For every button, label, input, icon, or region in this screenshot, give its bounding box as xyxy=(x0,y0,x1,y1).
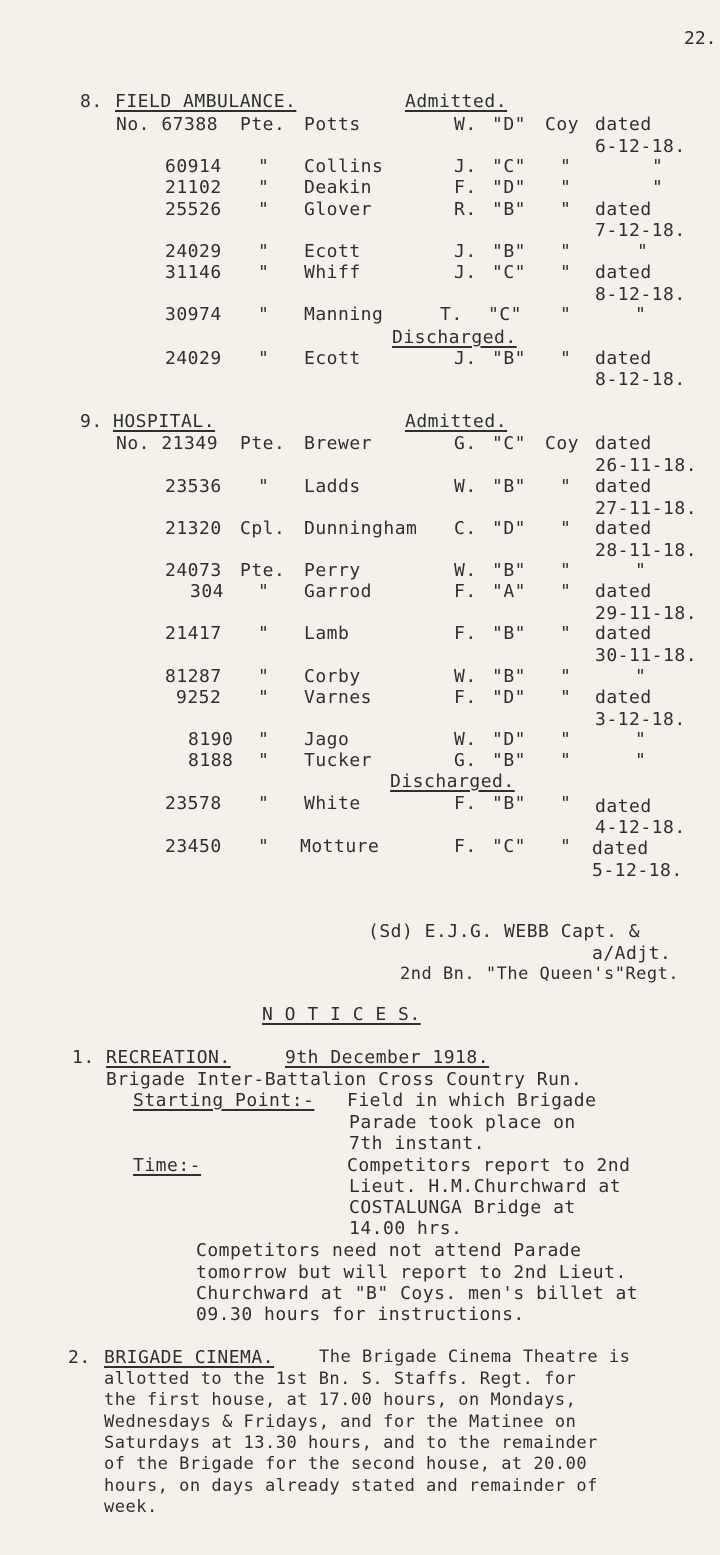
rank: " xyxy=(258,666,270,687)
initial: F. xyxy=(454,177,477,198)
dated: " xyxy=(635,750,647,771)
company: "B" xyxy=(492,750,527,771)
rank: " xyxy=(258,623,270,644)
notice-line: Saturdays at 13.30 hours, and to the remainder xyxy=(104,1433,598,1453)
service-number: 25526 xyxy=(165,199,222,220)
coy-word: " xyxy=(560,836,572,857)
coy-word: " xyxy=(560,729,572,750)
service-number: 23536 xyxy=(165,476,222,497)
initial: W. xyxy=(454,729,477,750)
dated: " xyxy=(652,177,664,198)
coy-word: " xyxy=(560,560,572,581)
notices-heading: N O T I C E S. xyxy=(262,1004,421,1025)
notice-line: hours, on days already stated and remainder of xyxy=(104,1476,598,1496)
rank: " xyxy=(258,687,270,708)
service-number: No. 21349 xyxy=(116,433,219,454)
name: Potts xyxy=(304,114,361,135)
date: 28-11-18. xyxy=(595,540,698,561)
dated: " xyxy=(635,560,647,581)
section-number: 9. xyxy=(80,411,103,432)
date: 27-11-18. xyxy=(595,498,698,519)
rank: " xyxy=(258,476,270,497)
service-number: 30974 xyxy=(165,304,222,325)
initial: F. xyxy=(454,687,477,708)
section-number: 8. xyxy=(80,91,103,112)
notice-line: week. xyxy=(104,1497,158,1517)
time-line: Lieut. H.M.Churchward at xyxy=(349,1176,622,1197)
dated: dated xyxy=(595,114,652,135)
company: "C" xyxy=(492,262,527,283)
dated: " xyxy=(637,241,649,262)
rank: " xyxy=(258,262,270,283)
company: "D" xyxy=(492,518,527,539)
service-number: 304 xyxy=(190,581,225,602)
notice-title: RECREATION. xyxy=(106,1047,231,1068)
company: "A" xyxy=(492,581,527,602)
dated: dated xyxy=(592,838,649,859)
date: 30-11-18. xyxy=(595,645,698,666)
rank: " xyxy=(258,156,270,177)
coy-word: " xyxy=(560,581,572,602)
service-number: No. 67388 xyxy=(116,114,219,135)
name: White xyxy=(304,793,361,814)
coy-word: " xyxy=(560,666,572,687)
start-line: Field in which Brigade xyxy=(347,1090,597,1111)
page-number: 22. xyxy=(684,28,717,49)
signature-title: a/Adjt. xyxy=(592,943,672,964)
coy-word: " xyxy=(560,156,572,177)
company: "C" xyxy=(488,304,523,325)
initial: J. xyxy=(454,262,477,283)
name: Garrod xyxy=(304,581,373,602)
discharged-label: Discharged. xyxy=(392,327,517,348)
coy-word: " xyxy=(560,623,572,644)
name: Manning xyxy=(304,304,384,325)
initial: J. xyxy=(454,156,477,177)
rank: " xyxy=(258,581,270,602)
date: 8-12-18. xyxy=(595,284,686,305)
dated: " xyxy=(635,666,647,687)
name: Dunningham xyxy=(304,518,418,539)
rank: " xyxy=(258,836,270,857)
company: "C" xyxy=(492,156,527,177)
company: "C" xyxy=(492,433,527,454)
name: Brewer xyxy=(304,433,373,454)
coy-word: " xyxy=(560,518,572,539)
initial: W. xyxy=(454,666,477,687)
service-number: 81287 xyxy=(165,666,222,687)
company: "B" xyxy=(492,666,527,687)
notice-line: the first house, at 17.00 hours, on Mondays, xyxy=(104,1390,577,1410)
date: 7-12-18. xyxy=(595,220,686,241)
name: Corby xyxy=(304,666,361,687)
service-number: 24029 xyxy=(165,348,222,369)
name: Varnes xyxy=(304,687,373,708)
company: "B" xyxy=(492,623,527,644)
dated: " xyxy=(652,156,664,177)
company: "B" xyxy=(492,199,527,220)
service-number: 60914 xyxy=(165,156,222,177)
coy-word: " xyxy=(560,241,572,262)
start-label: Starting Point:- xyxy=(133,1090,315,1111)
notice-line: allotted to the 1st Bn. S. Staffs. Regt. for xyxy=(104,1369,577,1389)
company: "D" xyxy=(492,687,527,708)
dated: dated xyxy=(595,262,652,283)
service-number: 31146 xyxy=(165,262,222,283)
signature-unit: 2nd Bn. "The Queen's"Regt. xyxy=(400,964,680,984)
coy-word: Coy xyxy=(545,114,580,135)
note-line: 09.30 hours for instructions. xyxy=(196,1304,525,1325)
name: Motture xyxy=(300,836,380,857)
rank: Pte. xyxy=(240,560,286,581)
rank: " xyxy=(258,241,270,262)
coy-word: " xyxy=(560,304,572,325)
section-heading: HOSPITAL. xyxy=(113,411,216,432)
section-heading: FIELD AMBULANCE. xyxy=(115,91,297,112)
service-number: 21102 xyxy=(165,177,222,198)
dated: dated xyxy=(595,433,652,454)
service-number: 9252 xyxy=(176,687,222,708)
coy-word: Coy xyxy=(545,433,580,454)
rank: Cpl. xyxy=(240,518,286,539)
dated: " xyxy=(635,304,647,325)
rank: " xyxy=(258,750,270,771)
dated: dated xyxy=(595,796,652,817)
name: Ecott xyxy=(304,348,361,369)
initial: C. xyxy=(454,518,477,539)
admitted-label: Admitted. xyxy=(405,411,508,432)
note-line: Churchward at "B" Coys. men's billet at xyxy=(196,1283,639,1304)
date: 29-11-18. xyxy=(595,603,698,624)
rank: " xyxy=(258,729,270,750)
initial: W. xyxy=(454,476,477,497)
rank: " xyxy=(258,304,270,325)
name: Glover xyxy=(304,199,373,220)
initial: F. xyxy=(454,623,477,644)
initial: W. xyxy=(454,560,477,581)
initial: G. xyxy=(454,750,477,771)
service-number: 21417 xyxy=(165,623,222,644)
service-number: 8190 xyxy=(188,729,234,750)
coy-word: " xyxy=(560,750,572,771)
initial: J. xyxy=(454,348,477,369)
company: "B" xyxy=(492,476,527,497)
date: 6-12-18. xyxy=(595,136,686,157)
notice-text: The Brigade Cinema Theatre is xyxy=(319,1347,631,1367)
name: Lamb xyxy=(304,623,350,644)
service-number: 24073 xyxy=(165,560,222,581)
dated: " xyxy=(635,729,647,750)
service-number: 23450 xyxy=(165,836,222,857)
admitted-label: Admitted. xyxy=(405,91,508,112)
company: "B" xyxy=(492,348,527,369)
initial: R. xyxy=(454,199,477,220)
rank: Pte. xyxy=(240,433,286,454)
dated: dated xyxy=(595,518,652,539)
name: Ladds xyxy=(304,476,361,497)
rank: " xyxy=(258,793,270,814)
initial: W. xyxy=(454,114,477,135)
initial: F. xyxy=(454,836,477,857)
company: "D" xyxy=(492,729,527,750)
time-line: 14.00 hrs. xyxy=(349,1218,463,1239)
date: 8-12-18. xyxy=(595,369,686,390)
company: "B" xyxy=(492,241,527,262)
coy-word: " xyxy=(560,348,572,369)
dated: dated xyxy=(595,348,652,369)
initial: J. xyxy=(454,241,477,262)
company: "D" xyxy=(492,114,527,135)
dated: dated xyxy=(595,581,652,602)
service-number: 23578 xyxy=(165,793,222,814)
start-line: Parade took place on xyxy=(349,1112,576,1133)
rank: " xyxy=(258,348,270,369)
dated: dated xyxy=(595,623,652,644)
rank: " xyxy=(258,177,270,198)
discharged-label: Discharged. xyxy=(390,771,515,792)
coy-word: " xyxy=(560,262,572,283)
notice-line: of the Brigade for the second house, at 20.00 xyxy=(104,1454,588,1474)
signature-line: (Sd) E.J.G. WEBB Capt. & xyxy=(368,921,641,942)
start-line: 7th instant. xyxy=(349,1133,486,1154)
rank: " xyxy=(258,199,270,220)
date: 3-12-18. xyxy=(595,709,686,730)
notice-line: Wednesdays & Fridays, and for the Matinee on xyxy=(104,1412,577,1432)
company: "B" xyxy=(492,793,527,814)
coy-word: " xyxy=(560,793,572,814)
dated: dated xyxy=(595,476,652,497)
time-label: Time:- xyxy=(133,1155,202,1176)
initial: T. xyxy=(440,304,463,325)
notice-date: 9th December 1918. xyxy=(285,1047,490,1068)
time-line: COSTALUNGA Bridge at xyxy=(349,1197,576,1218)
notice-number: 1. xyxy=(72,1047,95,1068)
date: 4-12-18. xyxy=(595,817,686,838)
name: Collins xyxy=(304,156,384,177)
name: Deakin xyxy=(304,177,373,198)
time-line: Competitors report to 2nd xyxy=(347,1155,631,1176)
notice-title: BRIGADE CINEMA. xyxy=(104,1347,275,1368)
service-number: 8188 xyxy=(188,750,234,771)
name: Whiff xyxy=(304,262,361,283)
dated: dated xyxy=(595,199,652,220)
rank: Pte. xyxy=(240,114,286,135)
event-name: Brigade Inter-Battalion Cross Country Run. xyxy=(106,1069,583,1090)
name: Jago xyxy=(304,729,350,750)
name: Tucker xyxy=(304,750,373,771)
initial: G. xyxy=(454,433,477,454)
service-number: 24029 xyxy=(165,241,222,262)
dated: dated xyxy=(595,687,652,708)
company: "B" xyxy=(492,560,527,581)
notice-number: 2. xyxy=(68,1347,91,1368)
date: 26-11-18. xyxy=(595,455,698,476)
name: Perry xyxy=(304,560,361,581)
coy-word: " xyxy=(560,199,572,220)
coy-word: " xyxy=(560,476,572,497)
note-line: Competitors need not attend Parade xyxy=(196,1240,582,1261)
initial: F. xyxy=(454,581,477,602)
note-line: tomorrow but will report to 2nd Lieut. xyxy=(196,1262,627,1283)
name: Ecott xyxy=(304,241,361,262)
coy-word: " xyxy=(560,687,572,708)
initial: F. xyxy=(454,793,477,814)
service-number: 21320 xyxy=(165,518,222,539)
company: "C" xyxy=(492,836,527,857)
company: "D" xyxy=(492,177,527,198)
date: 5-12-18. xyxy=(592,860,683,881)
coy-word: " xyxy=(560,177,572,198)
